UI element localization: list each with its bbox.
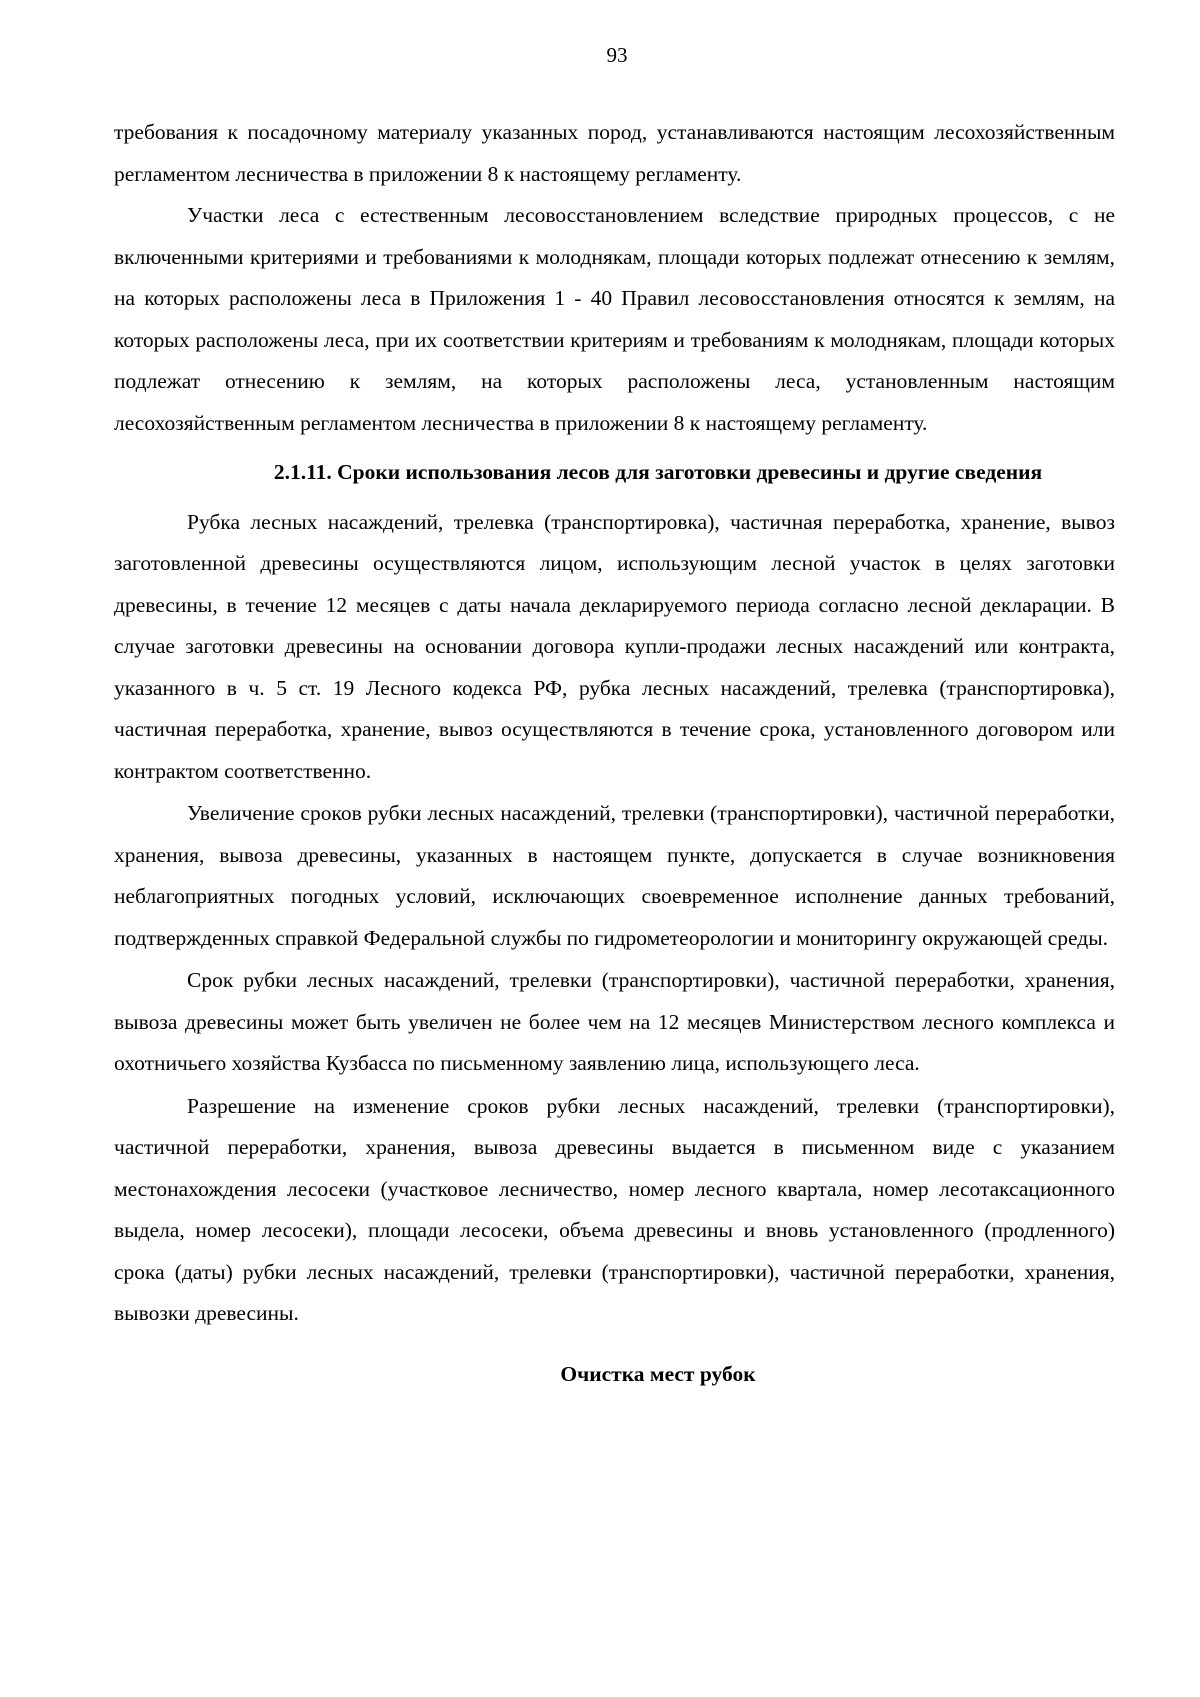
paragraph-term-extension-conditions: Увеличение сроков рубки лесных насаждений, трелевки (транспортировки), частичной переработки, хранения, вывоза древесины, указанных в настоящем пункте, допускается в случае возникновения неблагоприятных погодных условий, исключающих своевременное исполнение данных требований, подтвержденных справкой Федеральной службы по гидрометеорологии и мониторингу окружающей среды.	[114, 801, 1115, 950]
paragraph-permission: Разрешение на изменение сроков рубки лесных насаждений, трелевки (транспортировки), частичной переработки, хранения, вывоза древесины выдается в письменном виде с указанием местонахождения лесосеки (участковое лесничество, номер лесного квартала, номер лесотаксационного выдела, номер лесосеки), площади лесосеки, объема древесины и вновь установленного (продленного) срока (даты) рубки лесных насаждений, трелевки (транспортировки), частичной переработки, хранения, вывозки древесины.	[114, 1093, 1115, 1325]
section-heading-2-1-11: 2.1.11. Сроки использования лесов для заготовки древесины и другие сведения	[273, 460, 1043, 484]
page-number: 93	[606, 43, 628, 67]
paragraph-continuation: требования к посадочному материалу указанных пород, устанавливаются настоящим лесохозяйственным регламентом лесничества в приложении 8 к настоящему регламенту.	[114, 120, 1115, 186]
document-body	[114, 112, 1115, 1395]
paragraph-term-extension-limit: Срок рубки лесных насаждений, трелевки (транспортировки), частичной переработки, хранения, вывоза древесины может быть увеличен не более чем на 12 месяцев Министерством лесного комплекса и охотничьего хозяйства Кузбасса по письменному заявлению лица, использующего леса.	[114, 968, 1115, 1075]
paragraph-natural-reforestation: Участки леса с естественным лесовосстановлением вследствие природных процессов, с не включенными критериями и требованиями к молоднякам, площади которых подлежат отнесению к землям, на которых расположены леса в Приложения 1 - 40 Правил лесовосстановления относятся к землям, на которых расположены леса, при их соответствии критериям и требованиям к молоднякам, площади которых подлежат отнесению к землям, на которых расположены леса, установленным настоящим лесохозяйственным регламентом лесничества в приложении 8 к настоящему регламенту.	[114, 203, 1115, 435]
subheading-cleaning-cutting-sites: Очистка мест рубок	[560, 1361, 756, 1386]
paragraph-logging-terms: Рубка лесных насаждений, трелевка (транспортировка), частичная переработка, хранение, вывоз заготовленной древесины осуществляются лицом, использующим лесной участок в целях заготовки древесины, в течение 12 месяцев с даты начала декларируемого периода согласно лесной декларации. В случае заготовки древесины на основании договора купли-продажи лесных насаждений или контракта, указанного в ч. 5 ст. 19 Лесного кодекса РФ, рубка лесных насаждений, трелевка (транспортировка), частичная переработка, хранение, вывоз осуществляются в течение срока, установленного договором или контрактом соответственно.	[114, 509, 1115, 783]
